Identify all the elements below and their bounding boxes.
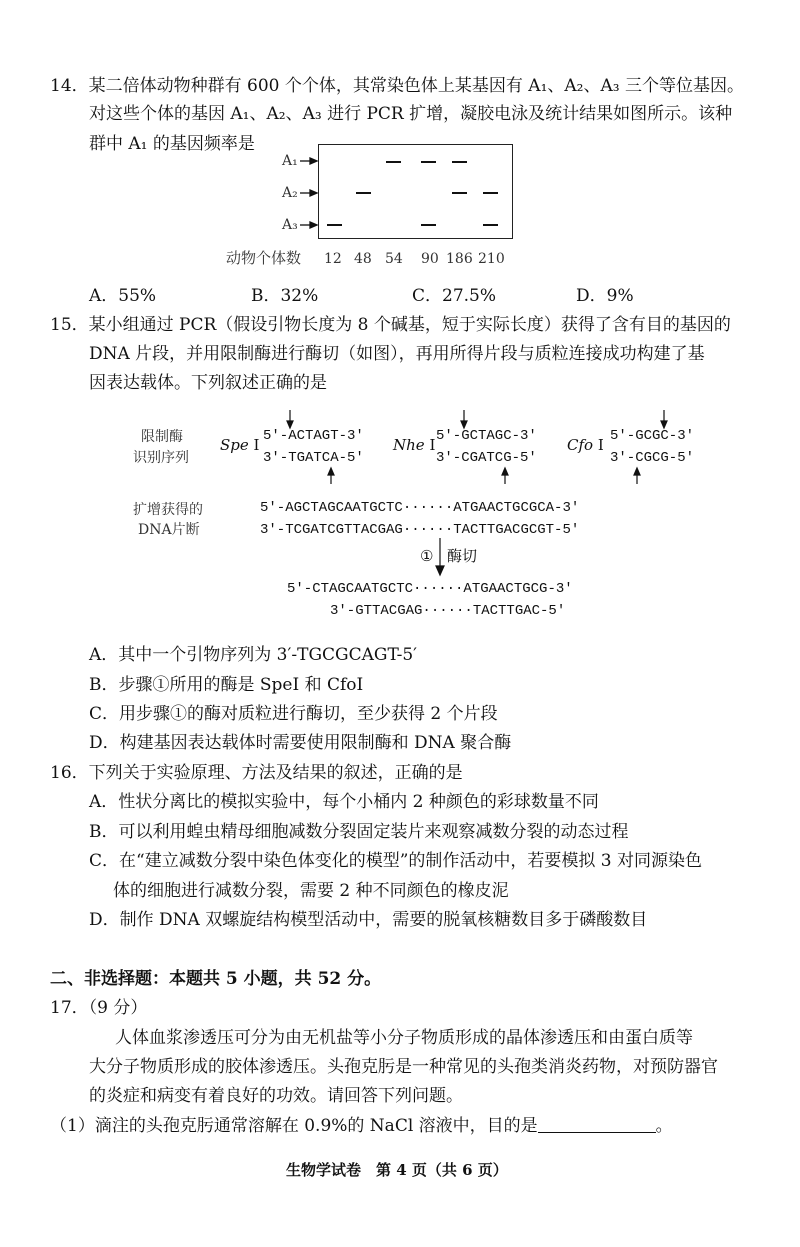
page-footer: 生物学试卷 第 4 页（共 6 页） — [286, 1161, 508, 1179]
cfo-bottom-seq: 3′-CGCG-5′ — [610, 450, 695, 466]
q14-line2: 对这些个体的基因 A₁、A₂、A₃ 进行 PCR 扩增，凝胶电泳及统计结果如图所示。该种 — [89, 104, 733, 124]
step-label: 酶切 — [447, 547, 478, 565]
q17-sub1: （1）滴注的头孢克肟通常溶解在 0.9%的 NaCl 溶液中，目的是 。 — [50, 1116, 673, 1136]
gel-count-3: 54 — [385, 251, 403, 267]
q17-paragraph-line2: 大分子物质形成的胶体渗透压。头孢克肟是一种常见的头孢类消炎药物，对预防器官 — [89, 1057, 718, 1077]
q14-option-a[interactable]: A．55% — [89, 286, 157, 306]
q17-paragraph-line1: 人体血浆渗透压可分为由无机盐等小分子物质形成的晶体渗透压和由蛋白质等 — [115, 1028, 693, 1048]
q17-paragraph-line3: 的炎症和病变有着良好的功效。请回答下列问题。 — [89, 1086, 463, 1106]
section-2-heading: 二、非选择题：本题共 5 小题，共 52 分。 — [50, 969, 382, 989]
q15-option-d[interactable]: D．构建基因表达载体时需要使用限制酶和 DNA 聚合酶 — [89, 733, 512, 753]
spe-name: Spe I — [220, 436, 260, 454]
label-enzyme-2: 识别序列 — [133, 450, 189, 466]
spe-top-seq: 5′-ACTAGT-3′ — [263, 428, 364, 444]
gel-count-5: 186 — [446, 251, 473, 267]
gel-count-1: 12 — [324, 251, 342, 267]
gel-count-4: 90 — [421, 251, 439, 267]
nhe-name: Nhe I — [393, 436, 436, 454]
q15-option-c[interactable]: C．用步骤①的酶对质粒进行酶切，至少获得 2 个片段 — [89, 704, 498, 724]
result-top-strand: 5′-CTAGCAATGCTC······ATGAACTGCG-3′ — [287, 581, 573, 597]
cfo-top-seq: 5′-GCGC-3′ — [610, 428, 695, 444]
label-enzyme-1: 限制酶 — [141, 429, 183, 445]
cfo-name: Cfo I — [567, 436, 604, 454]
gel-row-label-a3: A₃ — [282, 217, 298, 233]
nhe-top-seq: 5′-GCTAGC-3′ — [436, 428, 537, 444]
q14-line1: 14．某二倍体动物种群有 600 个个体，其常染色体上某基因有 A₁、A₂、A₃ 三个等位基因。 — [50, 76, 744, 96]
gel-row-label-a1: A₁ — [282, 153, 298, 169]
q16-line1: 16．下列关于实验原理、方法及结果的叙述，正确的是 — [50, 763, 463, 783]
q16-option-d[interactable]: D．制作 DNA 双螺旋结构模型活动中，需要的脱氧核糖数目多于磷酸数目 — [89, 910, 648, 930]
q16-option-c-cont: 体的细胞进行减数分裂，需要 2 种不同颜色的橡皮泥 — [113, 881, 509, 901]
fragment-bottom-strand: 3′-TCGATCGTTACGAG······TACTTGACGCGT-5′ — [260, 522, 580, 538]
label-frag-2: DNA片断 — [138, 522, 200, 538]
spe-bottom-seq: 3′-TGATCA-5′ — [263, 450, 364, 466]
q17-header: 17．（9 分） — [50, 998, 148, 1018]
gel-x-label: 动物个体数 — [226, 249, 302, 267]
q16-option-a[interactable]: A．性状分离比的模拟实验中，每个小桶内 2 种颜色的彩球数量不同 — [89, 792, 599, 812]
gel-count-6: 210 — [478, 251, 505, 267]
q14-option-c[interactable]: C．27.5% — [412, 286, 497, 306]
q16-option-b[interactable]: B．可以利用蝗虫精母细胞减数分裂固定装片来观察减数分裂的动态过程 — [89, 822, 629, 842]
q15-line1: 15．某小组通过 PCR（假设引物长度为 8 个碱基，短于实际长度）获得了含有目的基因的 — [50, 315, 731, 335]
label-frag-1: 扩增获得的 — [133, 502, 203, 518]
q14-line3: 群中 A₁ 的基因频率是 — [89, 134, 255, 154]
q14-option-b[interactable]: B．32% — [251, 286, 319, 306]
q15-option-b[interactable]: B．步骤①所用的酶是 SpeI 和 CfoI — [89, 675, 364, 695]
gel-count-2: 48 — [354, 251, 372, 267]
q15-line3: 因表达载体。下列叙述正确的是 — [89, 373, 327, 393]
q14-option-d[interactable]: D．9% — [576, 286, 634, 306]
q15-line2: DNA 片段，并用限制酶进行酶切（如图），再用所得片段与质粒连接成功构建了基 — [89, 344, 705, 364]
q15-option-a[interactable]: A．其中一个引物序列为 3′-TGCGCAGT-5′ — [89, 645, 418, 665]
answer-blank[interactable] — [538, 1114, 656, 1133]
result-bottom-strand: 3′-GTTACGAG······TACTTGAC-5′ — [330, 603, 566, 619]
nhe-bottom-seq: 3′-CGATCG-5′ — [436, 450, 537, 466]
step-number: ① — [420, 547, 434, 565]
gel-row-label-a2: A₂ — [282, 185, 298, 201]
fragment-top-strand: 5′-AGCTAGCAATGCTC······ATGAACTGCGCA-3′ — [260, 500, 580, 516]
q16-option-c[interactable]: C．在“建立减数分裂中染色体变化的模型”的制作活动中，若要模拟 3 对同源染色 — [89, 851, 703, 871]
